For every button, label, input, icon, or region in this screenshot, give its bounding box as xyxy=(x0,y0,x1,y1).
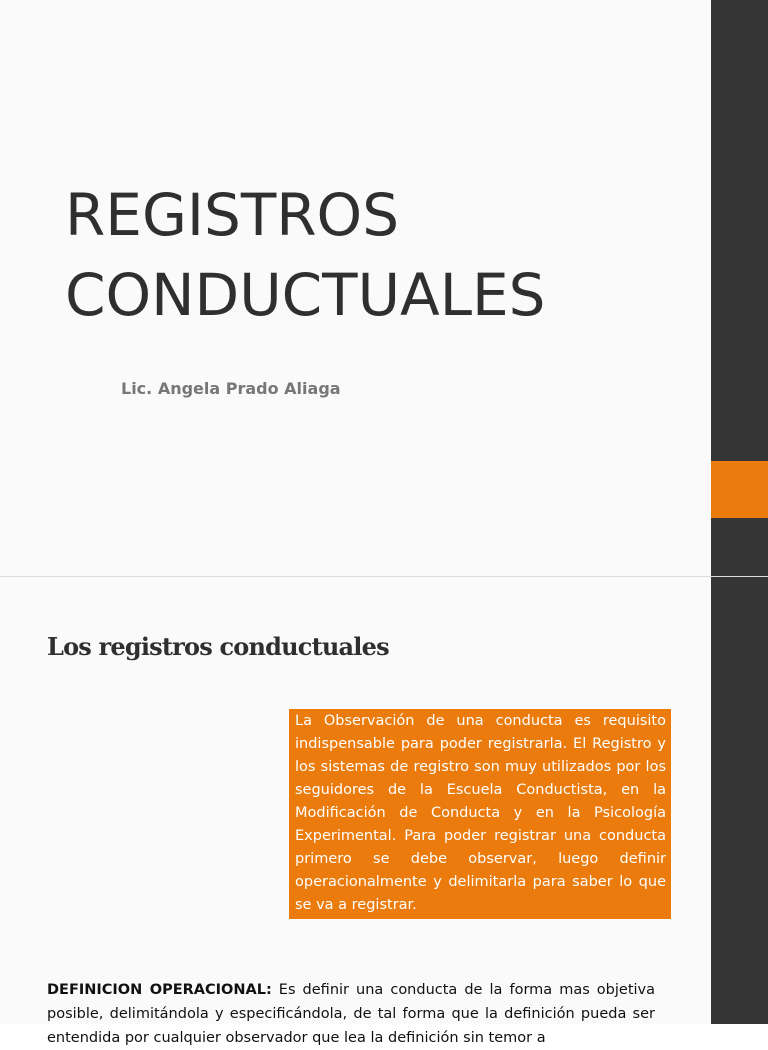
observation-text-box: La Observación de una conducta es requisito indispensable para poder registrarla. El Registro y los sistemas de registro son muy utilizados por los seguidores de la Escuela Conductista, en la Modificación de Conducta y en la Psicología Experimental. Para poder registrar una conducta primero se debe observar, luego definir operacionalmente y delimitarla para saber lo que se va a registrar. xyxy=(289,709,671,919)
slide-2-title: Los registros conductuales xyxy=(47,632,389,661)
slide-1-title-line-1: REGISTROS xyxy=(65,181,400,249)
slide-2-sidebar xyxy=(711,577,768,1024)
definition-paragraph xyxy=(47,978,655,1050)
slide-1-title-line-2: CONDUCTUALES xyxy=(65,261,546,329)
definition-label: DEFINICION OPERACIONAL: xyxy=(47,981,272,998)
slide-1-sidebar-accent xyxy=(711,461,768,518)
slide-1-title xyxy=(65,175,545,335)
slide-2 xyxy=(0,577,768,1046)
definition-text: Es definir una conducta de la forma mas objetiva posible, delimitándola y especificándola, de tal forma que la definición pueda ser entendida por cualquier observador que lea la definición sin temor a xyxy=(47,981,656,1046)
slide-1-subtitle: Lic. Angela Prado Aliaga xyxy=(121,379,341,398)
